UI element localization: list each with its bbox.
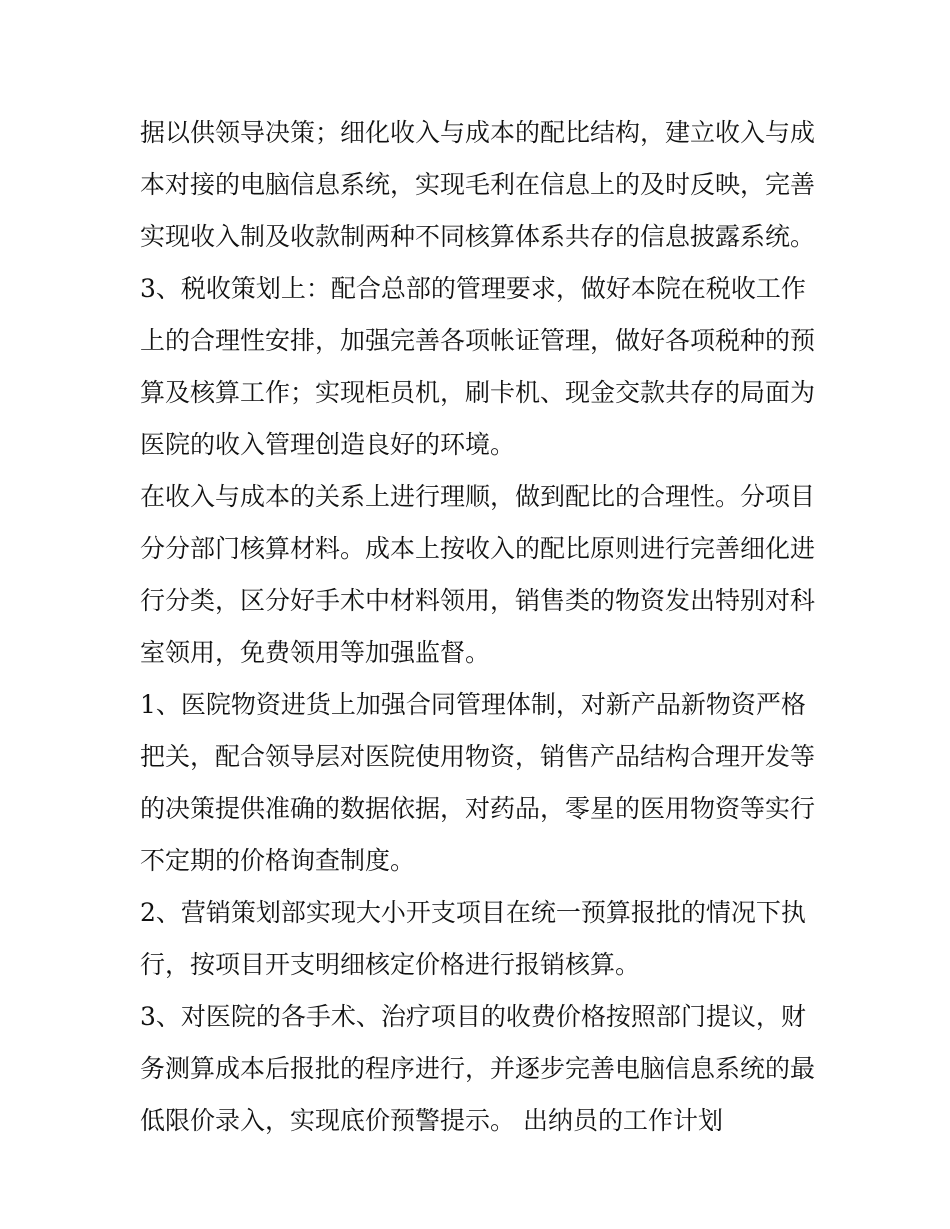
text-line-19: 务测算成本后报批的程序进行，并逐步完善电脑信息系统的最	[140, 1054, 816, 1083]
text-line-14: 的决策提供准确的数据依据，对药品，零星的医用物资等实行	[140, 794, 816, 823]
document-page	[140, 107, 830, 1147]
text-line-7: 医院的收入管理创造良好的环境。	[140, 430, 516, 459]
text-line-13: 把关，配合领导层对医院使用物资，销售产品结构合理开发等	[140, 742, 816, 771]
text-line-17: 行，按项目开支明细核定价格进行报销核算。	[140, 950, 641, 979]
text-line-15: 不定期的价格询查制度。	[140, 846, 416, 875]
text-line-6: 算及核算工作；实现柜员机，刷卡机、现金交款共存的局面为	[140, 378, 816, 407]
text-line-18: 3、对医院的各手术、治疗项目的收费价格按照部门提议，财	[140, 1002, 806, 1031]
text-line-3: 实现收入制及收款制两种不同核算体系共存的信息披露系统。	[140, 222, 816, 251]
text-line-10: 行分类，区分好手术中材料领用，销售类的物资发出特别对科	[140, 586, 816, 615]
text-line-1: 据以供领导决策；细化收入与成本的配比结构，建立收入与成	[140, 118, 816, 147]
text-line-2: 本对接的电脑信息系统，实现毛利在信息上的及时反映，完善	[140, 170, 816, 199]
text-line-12: 1、医院物资进货上加强合同管理体制，对新产品新物资严格	[140, 690, 806, 719]
text-line-9: 分分部门核算材料。成本上按收入的配比原则进行完善细化进	[140, 534, 816, 563]
text-line-8: 在收入与成本的关系上进行理顺，做到配比的合理性。分项目	[140, 482, 816, 511]
text-line-4: 3、税收策划上：配合总部的管理要求，做好本院在税收工作	[140, 274, 806, 303]
text-line-11: 室领用，免费领用等加强监督。	[140, 638, 491, 667]
text-line-5: 上的合理性安排，加强完善各项帐证管理，做好各项税种的预	[140, 326, 816, 355]
text-line-16: 2、营销策划部实现大小开支项目在统一预算报批的情况下执	[140, 898, 806, 927]
text-line-20: 低限价录入，实现底价预警提示。 出纳员的工作计划	[140, 1106, 723, 1135]
